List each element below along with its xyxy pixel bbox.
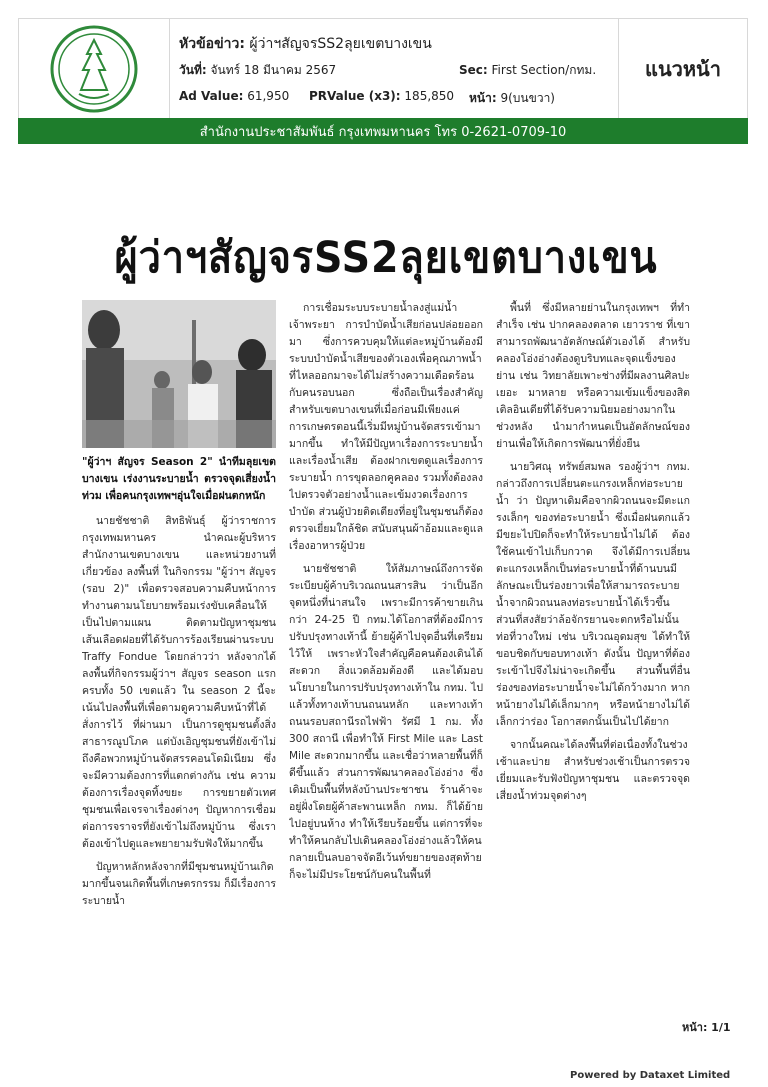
date-value: จันทร์ 18 มีนาคม 2567 [210, 63, 337, 77]
page-label: หน้า: [469, 91, 497, 105]
powered-by-label: Powered by Dataxet Limited [570, 1070, 731, 1081]
office-contact-bar: สำนักงานประชาสัมพันธ์ กรุงเทพมหานคร โทร 0-2621-0709-10 [18, 118, 748, 144]
photo-caption: "ผู้ว่าฯ สัญจร Season 2" นำทีมลุยเขตบางเขน เร่งงานระบายน้ำ ตรวจจุดเสี่ยงน้ำท่วม เพื่อคนกรุงเทพฯอุ่นใจเมื่อฝนตกหนัก [82, 456, 276, 502]
topic-row [179, 33, 432, 55]
clipping-header [18, 18, 748, 120]
paragraph: นายวิศณุ ทรัพย์สมพล รองผู้ว่าฯ กทม. กล่าวถึงการเปลี่ยนตะแกรงเหล็กท่อระบายน้ำ ว่า ปัญหาเดิมคือจากผิวถนนจะมีตะแกรงเล็กๆ ของท่อระบายน้ำ ซึ่งเมื่อฝนตกแล้วมีขยะไปปิดก็จะทำให้ระบายน้ำไม่ได้ ต้องใช้คนเข้าไปเก็บกวาด จึงได้มีการเปลี่ยนตะแกรงเหล็กเป็นท่อระบายน้ำที่ด้านบนมีลักษณะเป็นร่องยาวเพื่อให้สามารถระบายน้ำจากผิวถนนลงท่อระบายน้ำได้เร็วขึ้น ส่วนที่สงสัยว่าล้อจักรยานจะตกหรือไม่นั้น ท่อที่วางใหม่ เช่น บริเวณอุดมสุข ได้ทำให้ขอบชิดกับขอบทางเท้า ดังนั้น ปัญหาที่ต้องระเข้าไปจึงไม่น่าจะเกิดขึ้น ส่วนพื้นที่อื่น ร่องของท่อระบายน้ำจะไม่ได้กว้างมาก หากหน้ายางไม่ได้เล็กมากๆ หรือหน้ายางไม่ได้เล็กกว่าร่อง โอกาสตกนั้นเป็นไปได้ยาก [496, 461, 690, 728]
sec-label: Sec: [459, 63, 488, 77]
page-number: หน้า: 1/1 [682, 1021, 731, 1034]
paragraph: การเชื่อมระบบระบายน้ำลงสู่แม่น้ำเจ้าพระยา การบำบัดน้ำเสียก่อนปล่อยออกมา ซึ่งการควบคุมให้แต่ละหมู่บ้านต้องมีระบบบำบัดน้ำเสียของตัวเองเพื่อคุณภาพน้ำที่ไหลออกมาจะได้ไม่สร้างความเดือดร้อนกับคนรอบนอก ซึ่งถือเป็นเรื่องสำคัญ สำหรับเขตบางเขนที่เมื่อก่อนมีเพียงแค่การเกษตรตอนนี้เริ่มมีหมู่บ้านจัดสรรเข้ามามากขึ้น ทำให้มีปัญหาเรื่องการระบายน้ำและเรื่องน้ำเสีย ต้องฝากเขตดูแลเรื่องการระบายน้ำ การขุดลอกคูคลอง รวมทั้งต้องลงไปตรวจตัวอย่างน้ำและเข้มงวดเรื่องการบำบัด ส่วนผู้ป่วยติดเตียงที่อยู่ในชุมชนก็ต้องตรวจเยี่ยมใกล้ชิด สนับสนุนผ้าอ้อมและดูแลเรื่องอาหารผู้ป่วย [289, 302, 483, 552]
article-column-1 [82, 300, 276, 980]
pr-label: PRValue (x3): [309, 89, 401, 103]
article-headline-area [82, 228, 690, 288]
topic-label: หัวข้อข่าว: [179, 36, 245, 52]
bma-emblem-icon [49, 24, 139, 114]
ad-label: Ad Value: [179, 89, 244, 103]
date-row [179, 61, 336, 80]
photo-illustration [82, 300, 276, 448]
ad-value: 61,950 [247, 89, 290, 103]
article-column-2 [289, 300, 483, 980]
paragraph: ปัญหาหลักหลังจากที่มีชุมชนหมู่บ้านเกิดมากขึ้นจนเกิดพื้นที่เกษตรกรรม ก็มีเรื่องการระบายน้ำ [82, 861, 276, 907]
paragraph: นายชัชชาติ ให้สัมภาษณ์ถึงการจัดระเบียบผู้ค้าบริเวณถนนสารสิน ว่าเป็นอีกจุดหนึ่งที่น่าสนใจ เพราะมีการค้าขายเกินกว่า 24-25 ปี กทม.ได้โอกาสที่ต้องมีการปรับปรุงทางเท้านี้ ย้ายผู้ค้าไปจุดอื่นที่เตรียมไว้ให้ เพราะหัวใจสำคัญคือคนต้องเดินได้สะดวก สิ่งแวดล้อมต้องดี และได้มอบนโยบายในการปรับปรุงทางเท้าใน กทม. ไปแล้วทั้งทางเท้าบนถนนหลัก และทางเท้าถนนรอบสถานีรถไฟฟ้า รัศมี 1 กม. ทั้ง 300 สถานี เพื่อทำให้ First Mile และ Last Mile สะดวกมากขึ้น และเชื่อว่าหลายพื้นที่ก็ดีขึ้นแล้ว ส่วนการพัฒนาคลองโอ่งอ่าง ซึ่งเดิมเป็นพื้นที่หลังบ้านประชาชน ร้านค้าจะอยู่ฝั่งโดยผู้ค้าสะพานเหล็ก กทม. ก็ได้ย้ายไปอยู่บนห้าง ทำให้เรียบร้อยขึ้น แต่การที่จะทำให้คนกลับไปเดินคลองโอ่งอ่างแล้วให้คนกลายเป็นลบอาจจัดอีเว้นท์ขยายของสุดท้ายก็จะไม่มีประโยชน์กับคนในพื้นที่ [289, 563, 483, 881]
paragraph: จากนั้นคณะได้ลงพื้นที่ต่อเนื่องทั้งในช่วงเช้าและบ่าย สำหรับช่วงเช้าเป็นการตรวจเยี่ยมและรับฟังปัญหาชุมชน และตรวจจุดเสี่ยงน้ำท่วมจุดต่างๆ [496, 739, 690, 802]
page-row [469, 89, 555, 108]
sec-row [459, 61, 596, 80]
article-body [82, 300, 690, 980]
article-headline: ผู้ว่าฯสัญจรSS2ลุยเขตบางเขน [114, 233, 658, 283]
sec-value: First Section/กทม. [491, 63, 597, 77]
article-column-3 [496, 300, 690, 980]
paragraph: พื้นที่ ซึ่งมีหลายย่านในกรุงเทพฯ ที่ทำสำเร็จ เช่น ปากคลองตลาด เยาวราช ที่เขาสามารถพัฒนาอัตลักษณ์ตัวเองได้ สำหรับคลองโอ่งอ่างต้องดูบริบทและจุดแข็งของย่าน เช่น วิทยาลัยเพาะช่างที่มีผลงานศิลปะเยอะ มาหลาย หรือความเข้มแข็งของสิตเติลอินเดียที่ได้รับความนิยมอย่างมากในช่วงหลัง นำมากำหนดเป็นอัตลักษณ์ของย่านเพื่อให้เกิดการพัฒนาที่ยั่งยืน [496, 302, 690, 450]
topic-value: ผู้ว่าฯสัญจรSS2ลุยเขตบางเขน [249, 36, 432, 52]
page-value: 9(บนขวา) [500, 91, 555, 105]
pr-value: 185,850 [404, 89, 455, 103]
newspaper-name: แนวหน้า [618, 19, 747, 119]
logo-box [19, 19, 170, 119]
clipping-info [179, 25, 619, 115]
date-label: วันที่: [179, 63, 207, 77]
ad-row [179, 89, 289, 103]
pr-row [309, 89, 454, 103]
news-photo [82, 300, 276, 448]
paragraph: นายชัชชาติ สิทธิพันธุ์ ผู้ว่าราชการกรุงเทพมหานคร นำคณะผู้บริหาร สำนักงานเขตบางเขน และหน่วยงานที่เกี่ยวข้อง ลงพื้นที่ ในกิจกรรม "ผู้ว่าฯ สัญจร (รอบ 2)" เพื่อตรวจสอบความคืบหน้าการทำงานตามนโยบายพร้อมเร่งขับเคลื่อนให้เป็นไปตามแผน ติดตามปัญหาชุมชนเส้นเลือดฝอยที่ได้รับการร้องเรียนผ่านระบบ Traffy Fondue โดยกล่าวว่า หลังจากได้ลงพื้นที่กิจกรรมผู้ว่าฯ สัญจร season แรก ครบทั้ง 50 เขตแล้ว ใน season 2 นี้จะเน้นไปลงพื้นที่เพื่อตามดูความคืบหน้าที่ได้สั่งการไว้ ที่ผ่านมา เป็นการดูชุมชนตั้งสิ่งสาธารณูปโภค แต่บังเอิญชุมชนที่ยังเข้าไม่ถึงคือพวกหมู่บ้านจัดสรรคอนโดมิเนียม ซึ่งจะมีความต้องการที่แตกต่างกัน เช่น ความต้องการเรื่องจุดทิ้งขยะ การขยายตัวเทศชุมชนเพื่อเจรจาเรื่องต่างๆ ปัญหาการเชื่อมต่อการจราจรที่ยังเข้าไม่ถึงหมู่บ้าน ซึ่งเราต้องเข้าไปดูและพยายามรับฟังให้มากขึ้น [82, 515, 276, 850]
